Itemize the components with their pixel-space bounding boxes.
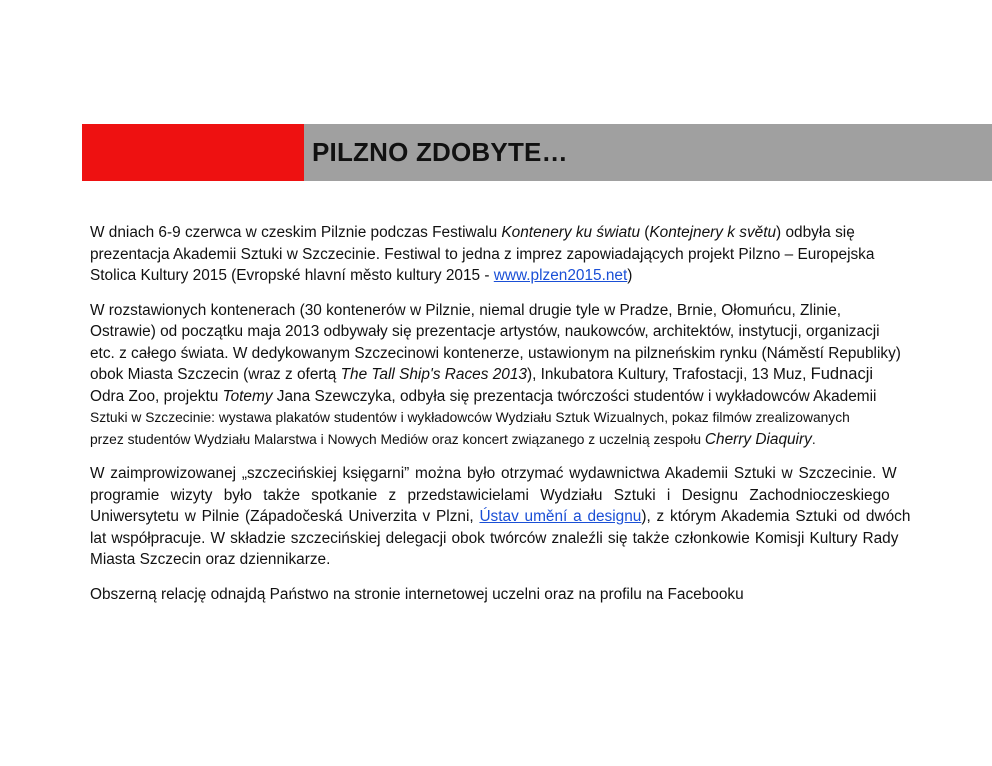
ustav-umeni-link[interactable]: Ústav umění a designu [479, 508, 642, 525]
paragraph-2-line-2: Ostrawie) od początku maja 2013 odbywały się prezentacje artystów, naukowców, architektów, instytucji, organizacji [90, 323, 880, 340]
text: ), Inkubatora Kultury, Trafostacji, 13 Muz, [526, 366, 811, 383]
festival-name-cz: Kontejnery k světu [649, 224, 777, 241]
text: Stolica Kultury 2015 (Evropské hlavní město kultury 2015 - [90, 267, 494, 284]
paragraph-2-line-4 [90, 364, 992, 386]
paragraph-4-line-1: Obszerną relację odnajdą Państwo na stronie internetowej uczelni oraz na profilu na Facebooku [90, 585, 744, 603]
text: ) [627, 267, 633, 284]
paragraph-2-line-6: Sztuki w Szczecinie: wystawa plakatów studentów i wykładowców Wydziału Sztuk Wizualnych, pokaz filmów zrealizowanych [90, 410, 850, 425]
text: przez studentów Wydziału Malarstwa i Nowych Mediów oraz koncert związanego z uczelnią zespołu [90, 431, 705, 447]
text: . [811, 431, 816, 447]
paragraph-3-line-3 [90, 506, 992, 528]
text: Uniwersytetu w Pilnie (Západočeská Univerzita v Plzni, [90, 508, 480, 525]
paragraph-1-line-2: prezentacja Akademii Sztuki w Szczecinie. Festiwal to jedna z imprez zapowiadających projekt Pilzno – Europejska [90, 245, 875, 263]
text: ( [640, 224, 650, 241]
band-name: Cherry Diaquiry [704, 430, 812, 448]
title-banner [82, 124, 992, 181]
paragraph-1-line-1 [90, 222, 992, 244]
paragraph-3-line-4: lat współpracuje. W składzie szczecińskiej delegacji obok twórców znaleźli się także członkowie Komisji Kultury Rady [90, 529, 899, 547]
paragraph-2 [90, 300, 992, 451]
text: ), z którym Akademia Sztuki od dwóch [641, 508, 911, 525]
article-body [90, 222, 992, 618]
paragraph-3-line-1: W zaimprowizowanej „szczecińskiej księgarni” można było otrzymać wydawnictwa Akademii Sztuki w Szczecinie. W [90, 465, 897, 482]
paragraph-1 [90, 222, 992, 287]
paragraph-3-line-2: programie wizyty było także spotkanie z przedstawicielami Wydziału Sztuki i Designu Zachodnioczeskiego [90, 486, 890, 504]
plzen2015-link[interactable]: www.plzen2015.net [493, 267, 628, 284]
text: Jana Szewczyka, odbyła się prezentacja twórczości studentów i wykładowców Akademii [272, 387, 877, 405]
banner-red-block [82, 124, 304, 181]
paragraph-2-line-7 [90, 429, 992, 451]
festival-name-pl: Kontenery ku światu [501, 224, 641, 241]
paragraph-3 [90, 463, 992, 571]
page-title: PILZNO ZDOBYTE… [312, 137, 568, 167]
text: W dniach 6-9 czerwca w czeskim Pilznie podczas Festiwalu [90, 224, 502, 241]
project-name: Totemy [222, 387, 273, 405]
text: Fudnacji [810, 365, 874, 383]
text: obok Miasta Szczecin (wraz z ofertą [90, 366, 341, 383]
banner-gray-block [304, 124, 992, 181]
paragraph-3-line-5: Miasta Szczecin oraz dziennikarze. [90, 551, 331, 568]
text: ) odbyła się [776, 224, 855, 241]
text: Odra Zoo, projektu [90, 387, 223, 405]
event-name: The Tall Ship's Races 2013 [340, 366, 527, 383]
paragraph-2-line-5 [90, 386, 992, 408]
paragraph-2-line-1: W rozstawionych kontenerach (30 kontenerów w Pilznie, niemal drugie tyle w Pradze, Brnie, Ołomuńcu, Zlinie, [90, 301, 842, 319]
paragraph-1-line-3 [90, 265, 992, 287]
paragraph-4 [90, 584, 992, 606]
paragraph-2-line-3: etc. z całego świata. W dedykowanym Szczecinowi kontenerze, ustawionym na pilzneńskim rynku (Náměstí Republiky) [90, 344, 901, 362]
